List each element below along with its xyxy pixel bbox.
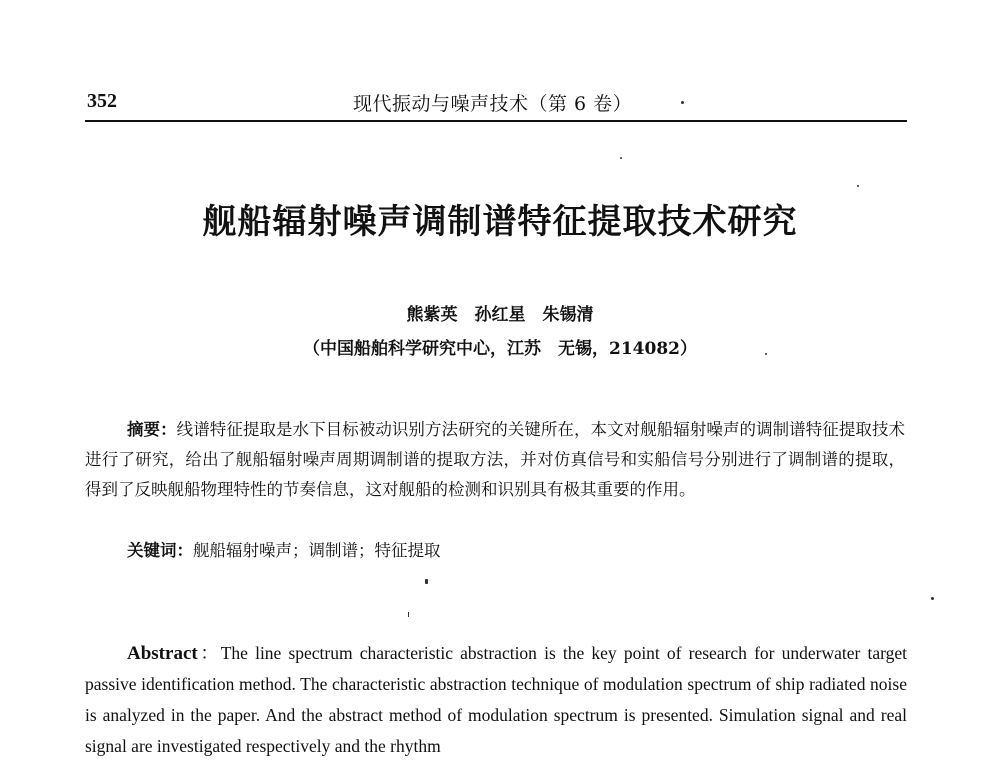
scan-speck [681,101,684,104]
paper-title: 舰船辐射噪声调制谱特征提取技术研究 [202,202,798,242]
abstract-english [85,638,907,762]
scan-speck [425,579,428,584]
affiliation: （中国船舶科学研究中心，江苏 无锡，214082） [303,339,697,359]
running-title: 现代振动与噪声技术（第 6 卷） [353,93,633,115]
keywords-chinese [127,537,441,561]
keywords-text: 舰船辐射噪声；调制谱；特征提取 [193,541,441,560]
scan-speck [408,612,409,617]
running-header [85,86,907,122]
keywords-label: 关键词： [127,541,193,560]
page-number: 352 [87,90,117,112]
author-list: 熊紫英 孙红星 朱锡清 [406,305,594,325]
abstract-en-text: The line spectrum characteristic abstraction is the key point of research for underwater target passive identification method. The characteristic abstraction technique of modulation spectrum of ship radiated noise is analyzed in the paper. And the abstract method of modulation spectrum is presented. Simulation signal and real signal are investigated respectively and the rhythm [85,643,907,756]
abstract-chinese [85,415,905,505]
scan-speck [620,157,622,159]
abstract-en-label: Abstract [127,643,198,664]
abstract-text: 线谱特征提取是水下目标被动识别方法研究的关键所在，本文对舰船辐射噪声的调制谱特征提取技术进行了研究，给出了舰船辐射噪声周期调制谱的提取方法，并对仿真信号和实船信号分别进行了调制谱的提取，得到了反映舰船物理特性的节奏信息，这对舰船的检测和识别具有极其重要的作用。 [85,420,906,499]
scan-speck [931,597,934,600]
scan-speck [857,185,859,187]
abstract-en-separator: ： [197,643,221,663]
abstract-label: 摘要： [127,420,177,439]
